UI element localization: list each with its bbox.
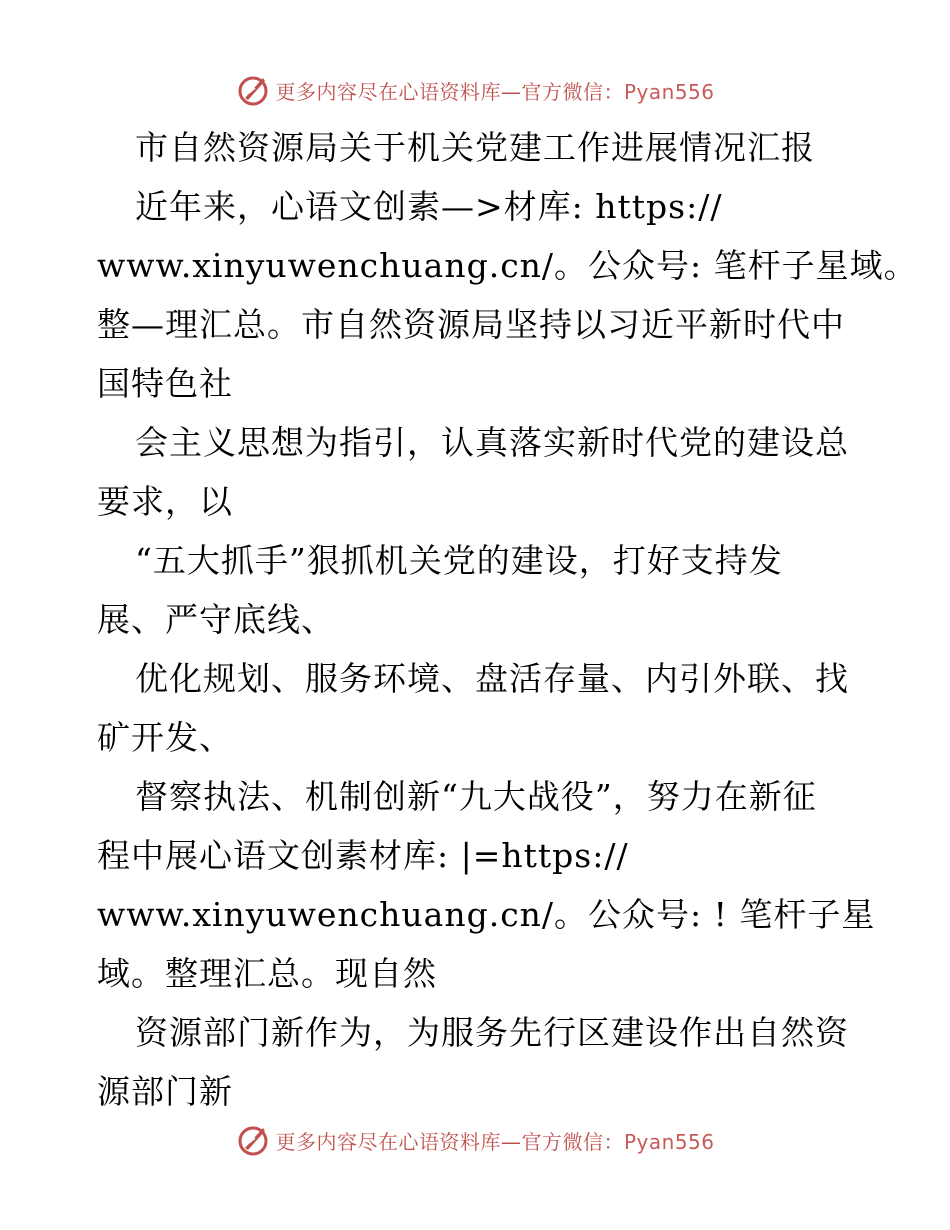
banner-wechat-label: 官方微信： — [521, 79, 624, 104]
paragraph-line: 整—理汇总。市自然资源局坚持以习近平新时代中 — [97, 305, 845, 344]
banner-wechat-id: Pyan556 — [623, 1129, 715, 1154]
document-title: 市自然资源局关于机关党建工作进展情况汇报 — [135, 128, 815, 167]
header-banner — [0, 68, 950, 112]
paragraph-line: 域。整理汇总。现自然 — [97, 954, 437, 993]
banner-dash: — — [500, 1129, 522, 1154]
document-body — [97, 118, 918, 1121]
banner-slogan: 更多内容尽在心语资料库 — [275, 1129, 501, 1154]
paragraph-line: “五大抓手”狠抓机关党的建设，打好支持发 — [135, 541, 783, 580]
paragraph-line: 资源部门新作为，为服务先行区建设作出自然资 — [135, 1013, 849, 1052]
paragraph-line: www.xinyuwenchuang.cn/。公众号: 笔杆子星域。 — [97, 246, 918, 285]
banner-slogan: 更多内容尽在心语资料库 — [275, 79, 501, 104]
paragraph-line: www.xinyuwenchuang.cn/。公众号: ! 笔杆子星 — [97, 895, 876, 934]
quill-logo-icon — [235, 72, 271, 108]
paragraph-line: 程中展心语文创素材库: |=https:// — [97, 836, 629, 875]
banner-text — [275, 76, 714, 105]
paragraph-line: 要求，以 — [97, 482, 233, 521]
footer-banner — [0, 1118, 950, 1162]
paragraph-line: 展、严守底线、 — [97, 600, 335, 639]
banner-wechat-label: 官方微信： — [521, 1129, 624, 1154]
paragraph-line: 督察执法、机制创新“九大战役”，努力在新征 — [135, 777, 817, 816]
paragraph-line: 会主义思想为指引，认真落实新时代党的建设总 — [135, 423, 849, 462]
paragraph-line: 近年来，心语文创素—>材库: https:// — [135, 187, 723, 226]
paragraph-line: 矿开发、 — [97, 718, 233, 757]
banner-wechat-id: Pyan556 — [623, 79, 715, 104]
paragraph-line: 优化规划、服务环境、盘活存量、内引外联、找 — [135, 659, 849, 698]
quill-logo-icon — [235, 1122, 271, 1158]
paragraph-line: 源部门新 — [97, 1072, 233, 1111]
banner-dash: — — [500, 79, 522, 104]
banner-text — [275, 1126, 714, 1155]
paragraph-line: 国特色社 — [97, 364, 233, 403]
